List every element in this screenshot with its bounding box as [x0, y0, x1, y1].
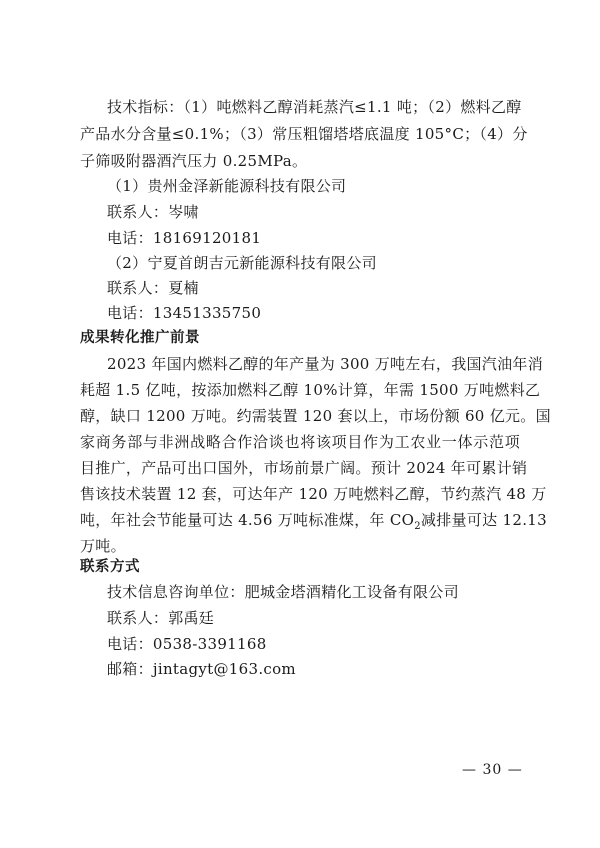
page-number: — 30 — [462, 762, 523, 778]
prospects-line-4: 家商务部与非洲战略合作洽谈也将该项目作为工农业一体示范项 [80, 433, 520, 451]
tech-indicators-line-2: 产品水分含量≤0.1%；（3）常压粗馏塔塔底温度 105°C；（4）分 [80, 125, 528, 143]
company-1-contact: 联系人：岑啸 [107, 203, 199, 221]
prospects-line-7-after: 减排量可达 12.13 [420, 511, 547, 529]
company-2-contact: 联系人：夏楠 [107, 279, 199, 297]
contact-person: 联系人：郭禹廷 [107, 609, 215, 627]
company-1-phone: 电话：18169120181 [107, 229, 262, 247]
prospects-line-7 [80, 510, 547, 532]
prospects-line-5: 目推广，产品可出口国外，市场前景广阔。预计 2024 年可累计销 [80, 459, 528, 477]
contact-email: 邮箱：jintagyt@163.com [107, 660, 296, 678]
company-2-phone: 电话：13451335750 [107, 304, 262, 322]
company-1-name: （1）贵州金泽新能源科技有限公司 [107, 177, 347, 195]
prospects-line-3: 醇，缺口 1200 万吨。约需装置 120 套以上，市场份额 60 亿元。国 [80, 407, 551, 425]
company-2-name: （2）宁夏首朗吉元新能源科技有限公司 [107, 254, 377, 272]
prospects-line-1: 2023 年国内燃料乙醇的年产量为 300 万吨左右，我国汽油年消 [107, 355, 544, 373]
contact-unit: 技术信息咨询单位：肥城金塔酒精化工设备有限公司 [107, 583, 459, 601]
contact-heading: 联系方式 [80, 559, 140, 575]
prospects-line-7-before: 吨，年社会节能量可达 4.56 万吨标准煤，年 CO [80, 511, 415, 529]
contact-phone: 电话：0538-3391168 [107, 635, 267, 653]
co2-subscript: 2 [414, 521, 421, 532]
prospects-line-8: 万吨。 [80, 537, 126, 555]
prospects-heading: 成果转化推广前景 [80, 330, 200, 346]
tech-indicators-line-1: 技术指标：（1）吨燃料乙醇消耗蒸汽≤1.1 吨；（2）燃料乙醇 [107, 98, 522, 116]
prospects-line-2: 耗超 1.5 亿吨，按添加燃料乙醇 10%计算，年需 1500 万吨燃料乙 [80, 381, 541, 399]
tech-indicators-line-3: 子筛吸附器酒汽压力 0.25MPa。 [80, 152, 308, 170]
prospects-line-6: 售该技术装置 12 套，可达年产 120 万吨燃料乙醇，节约蒸汽 48 万 [80, 485, 547, 503]
